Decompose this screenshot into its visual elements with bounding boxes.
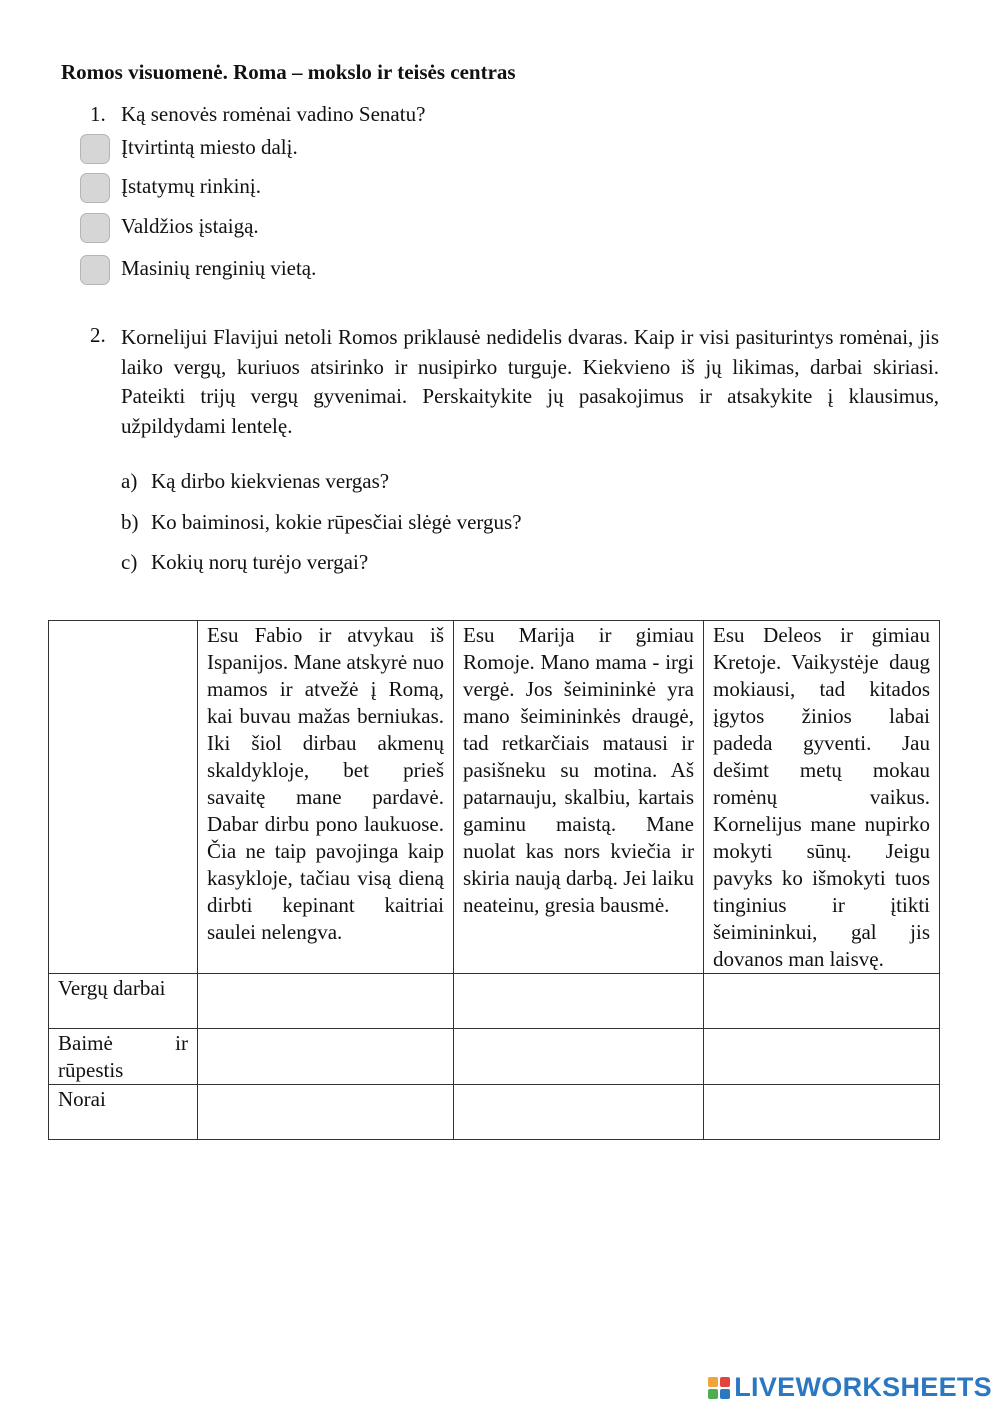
story-fabio: Esu Fabio ir atvykau iš Ispanijos. Mane atskyrė nuo mamos ir atvežė į Romą, kai buvau mažas berniukas. Iki šiol dirbau akmenų skaldykloje, bet prieš savaitę mane pardavė. Dabar dirbu pono laukuose. Čia ne taip pavojinga kaip kasykloje, tačiau visą dieną dirbti kepinant kaitriai saulei nelengva. — [198, 621, 454, 974]
question-2-text: Kornelijui Flavijui netoli Romos priklausė nedidelis dvaras. Kaip ir visi pasiturintys romėnai, jis laiko vergų, kuriuos atsirinko ir nusipirko turguje. Kiekvieno iš jų likimas, darbai skiriasi. Pateikti trijų vergų gyvenimai. Perskaitykite jų pasakojimus ir atsakykite į klausimus, užpildydami lentelę. — [121, 325, 939, 438]
question-1-text: Ką senovės romėnai vadino Senatu? — [121, 102, 426, 126]
logo-square — [708, 1389, 718, 1399]
answer-cell[interactable] — [704, 1029, 940, 1085]
answer-checkbox[interactable] — [80, 213, 110, 243]
logo-square — [708, 1377, 718, 1387]
answer-option-label: Masinių renginių vietą. — [121, 256, 317, 280]
answer-option-4[interactable] — [80, 254, 317, 286]
answer-cell[interactable] — [198, 1085, 454, 1140]
table-row-fear — [49, 1029, 940, 1085]
subquestion-b — [121, 510, 522, 535]
question-2-number: 2. — [90, 323, 106, 347]
row-label-work: Vergų darbai — [49, 974, 198, 1029]
answer-checkbox[interactable] — [80, 173, 110, 203]
subquestion-letter: c) — [121, 550, 138, 574]
story-deleos: Esu Deleos ir gimiau Kretoje. Vaikystėje daug mokiausi, tad kitados įgytos žinios labai padeda gyventi. Jau dešimt metų mokau romėnų vaikus. Kornelijus mane nupirko mokyti sūnų. Jeigu pavyks ko išmokyti tuos tinginius ir įtikti šeimininkui, gal jis dovanos man laisvę. — [704, 621, 940, 974]
answer-cell[interactable] — [454, 1029, 704, 1085]
logo-text: LIVEWORKSHEETS — [734, 1372, 992, 1402]
subquestion-letter: b) — [121, 510, 139, 534]
answer-option-1[interactable] — [80, 133, 298, 165]
answer-checkbox[interactable] — [80, 134, 110, 164]
answer-option-label: Įtvirtintą miesto dalį. — [121, 135, 298, 159]
subquestion-text: Ką dirbo kiekvienas vergas? — [151, 469, 390, 493]
liveworksheets-logo — [708, 1372, 992, 1403]
answer-option-label: Valdžios įstaigą. — [121, 214, 259, 238]
answer-cell[interactable] — [198, 1029, 454, 1085]
subquestion-c — [121, 550, 368, 575]
answer-cell[interactable] — [454, 974, 704, 1029]
table-corner-cell — [49, 621, 198, 974]
answer-option-3[interactable] — [80, 212, 259, 244]
table-row-work — [49, 974, 940, 1029]
row-label-wishes: Norai — [49, 1085, 198, 1140]
answer-option-label: Įstatymų rinkinį. — [121, 174, 261, 198]
answer-cell[interactable] — [198, 974, 454, 1029]
answer-checkbox[interactable] — [80, 255, 110, 285]
table-row-wishes — [49, 1085, 940, 1140]
answer-cell[interactable] — [704, 974, 940, 1029]
answer-option-2[interactable] — [80, 172, 261, 204]
subquestion-text: Ko baiminosi, kokie rūpesčiai slėgė vergus? — [151, 510, 522, 534]
logo-mark-icon — [708, 1377, 730, 1399]
answer-cell[interactable] — [704, 1085, 940, 1140]
subquestion-a — [121, 469, 389, 494]
answer-cell[interactable] — [454, 1085, 704, 1140]
subquestion-text: Kokių norų turėjo vergai? — [151, 550, 369, 574]
story-marija: Esu Marija ir gimiau Romoje. Mano mama - irgi vergė. Jos šeimininkė yra mano šeimininkės draugė, tad retkarčiais matausi ir pasišneku su motina. Aš patarnauju, skalbiu, kartais gaminu maistą. Mane nuolat kas nors kviečia ir skiria naują darbą. Jei laiku neateinu, gresia bausmė. — [454, 621, 704, 974]
logo-square — [720, 1377, 730, 1387]
question-1-number: 1. — [90, 102, 106, 126]
page-title: Romos visuomenė. Roma – mokslo ir teisės centras — [61, 60, 516, 84]
row-label-fear: Baimė ir rūpestis — [49, 1029, 198, 1085]
slaves-table — [48, 620, 940, 1140]
subquestion-letter: a) — [121, 469, 138, 493]
table-header-row — [49, 621, 940, 974]
logo-square — [720, 1389, 730, 1399]
